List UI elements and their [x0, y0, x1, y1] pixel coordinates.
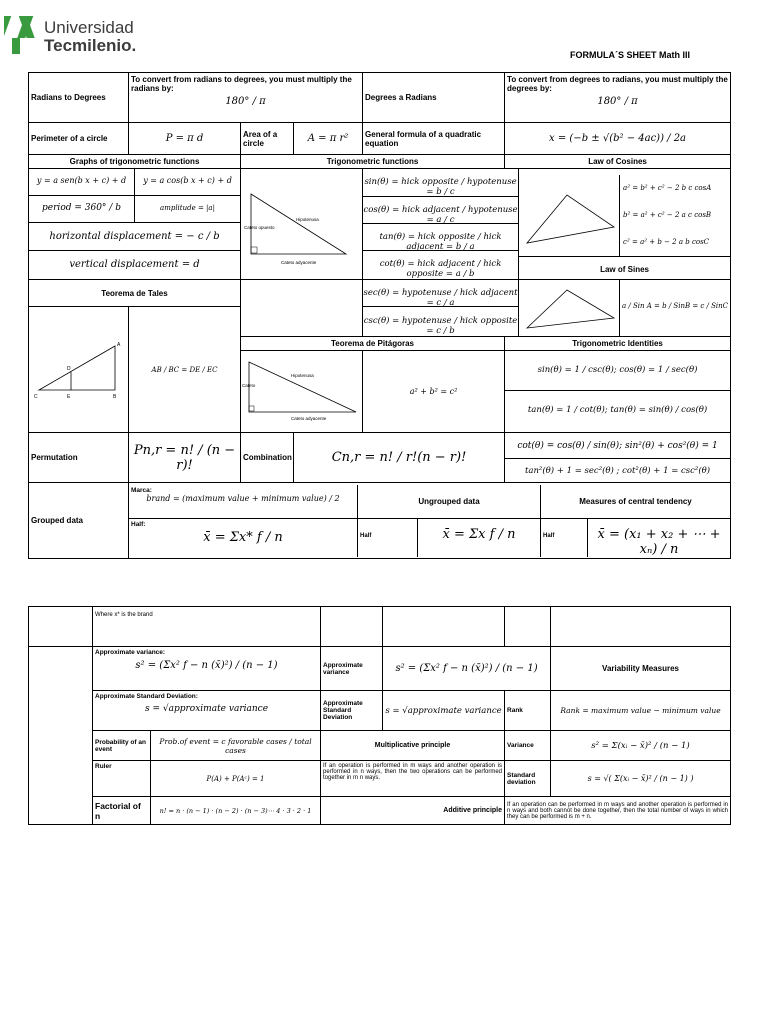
perimeter-formula: P = π d [129, 123, 241, 155]
ungrouped-label: Ungrouped data [358, 485, 540, 519]
rad-deg-formula: 180° / π [225, 96, 266, 107]
rad-deg-text: To convert from radians to degrees, you must multiply the radians by: [131, 75, 352, 93]
rad-deg-cell [129, 73, 363, 123]
tecmilenio-logo [4, 14, 154, 58]
half-label-2: Half [358, 519, 418, 557]
sines-row [519, 280, 730, 336]
rank-label: Rank [505, 691, 551, 731]
identity-2: tan(θ) = 1 / cot(θ); tan(θ) = sin(θ) / cos(θ) [527, 405, 708, 415]
tales-triangle-figure [29, 308, 127, 432]
left-empty-cell [29, 647, 93, 825]
cos-c: c² = a² + b − 2 a b cosC [623, 238, 710, 246]
additive-label: Additive principle [321, 797, 505, 825]
deg-rad-label: Degrees a Radians [363, 73, 505, 123]
graph-row-1 [29, 169, 240, 196]
right-triangle-figure [241, 169, 361, 279]
factorial-formula: n! = n · (n − 1) · (n − 2) · (n − 3)⋯ 4 · 3 · 2 · 1 [151, 797, 321, 825]
deg-rad-cell [505, 73, 731, 123]
quadratic-formula: x = (−b ± √(b² − 4ac)) / 2a [505, 123, 731, 155]
subtitle-text: Math III [659, 50, 691, 60]
ruler-formula: P(A) + P(Aᶜ) = 1 [151, 761, 321, 797]
quadratic-label: General formula of a quadratic equation [363, 123, 505, 155]
sd-label: Standard deviation [505, 761, 551, 797]
sines-cell [519, 280, 731, 337]
empty-cell-c [505, 607, 551, 647]
ungrouped-box [358, 485, 541, 557]
cosines-row [519, 175, 730, 257]
where-empty-cell [29, 607, 93, 647]
combination-label: Combination [241, 433, 294, 483]
graphs-cell [29, 169, 241, 280]
amplitude: amplitude = |a| [160, 204, 215, 212]
approx-sd-formula: s = √approximate variance [144, 704, 269, 714]
graph-row-2 [29, 196, 240, 223]
grouped-label: Grouped data [29, 483, 129, 559]
sd-formula: s = √( Σ(xᵢ − x̄)² / (n − 1) ) [551, 761, 731, 797]
tri-opposite-label: Cateto opuesto [244, 225, 275, 230]
pitagoras-formula: a² + b² = c² [363, 351, 505, 433]
cos-a: a² = b² + c² − 2 b c cosA [623, 184, 712, 192]
rank-formula: Rank = maximum value − minimum value [551, 691, 731, 731]
approx-var-formula: s² = (Σx² f − n (x̄)²) / (n − 1) [135, 660, 278, 671]
trig-functions-cell [363, 169, 519, 280]
cosines-title: Law of Cosines [505, 155, 731, 169]
identities-title: Trigonometric Identities [505, 337, 731, 351]
pitagoras-title: Teorema de Pitágoras [241, 337, 505, 351]
area-formula: A = π r² [294, 123, 363, 155]
cosines-cell [519, 169, 731, 280]
tri-hyp-label: Hipotenusa [296, 217, 319, 222]
svg-text:C: C [34, 393, 38, 400]
empty-cell-a [321, 607, 383, 647]
permutation-formula: Pn,r = n! / (n − r)! [129, 433, 241, 483]
central-row [541, 519, 730, 557]
sines-title: Law of Sines [600, 264, 649, 274]
cot-formula: cot(θ) = hick adjacent / hick opposite = a / b [379, 259, 502, 279]
ungrouped-mean: x̄ = Σx f / n [442, 526, 516, 542]
half-label-3: Half [541, 519, 588, 557]
sines-triangle-figure [519, 280, 619, 336]
tales-figure-cell [29, 307, 129, 433]
empty-cell-b [383, 607, 505, 647]
logo-icon [4, 14, 42, 54]
approx-sd-label: Approximate Standard Deviation: [95, 693, 198, 700]
identities-cell [505, 351, 731, 433]
sec-formula: sec(θ) = hypotenuse / hick adjacent = c / a [363, 280, 518, 307]
variability-title: Variability Measures [551, 647, 731, 691]
combination-formula: Cn,r = n! / r!(n − r)! [294, 433, 505, 483]
approx-var-cell [93, 647, 321, 691]
oblique-triangle-figure [519, 175, 619, 257]
approx-sd-formula-2: s = √approximate variance [383, 691, 505, 731]
variance-formula: s² = Σ(xᵢ − x̄)² / (n − 1) [551, 731, 731, 761]
grouped-mean: x̄ = Σx* f / n [203, 529, 283, 545]
grouped-row [129, 485, 730, 557]
grouped-half-box [129, 519, 357, 557]
deg-rad-text: To convert from degrees to radians, you must multiply the degrees by: [507, 75, 728, 93]
empty-cell-d [551, 607, 731, 647]
ruler-label: Ruler [93, 761, 151, 797]
area-label: Area of a circle [241, 123, 294, 155]
svg-text:D: D [67, 365, 71, 372]
title-text: FORMULA´S SHEET [570, 50, 657, 60]
vertical-displacement: vertical displacement = d [69, 259, 200, 270]
trig-title: Trigonometric functions [241, 155, 505, 169]
deg-rad-formula: 180° / π [597, 96, 638, 107]
logo-line-1: Universidad [44, 18, 134, 37]
marca-label: Marca: [131, 486, 152, 494]
tan-formula: tan(θ) = hick opposite / hick adjacent = b / a [363, 224, 518, 251]
pitagoras-figure-cell [241, 351, 363, 433]
formula-table-2 [28, 606, 731, 825]
tales-formula: AB / BC = DE / EC [129, 307, 241, 433]
approx-sd-label-2: Approximate Standard Deviation [321, 691, 383, 731]
sec-csc-cell [363, 280, 519, 337]
grouped-brand-half [129, 485, 358, 557]
half-label: Half: [131, 520, 146, 528]
central-label: Measures of central tendency [541, 485, 730, 519]
factorial-label: Factorial of n [93, 797, 151, 825]
svg-text:Hipotenusa: Hipotenusa [291, 372, 314, 378]
prob-formula: Prob.of event = c favorable cases / total cases [151, 731, 321, 761]
period: period = 360° / b [29, 196, 135, 222]
ungrouped-row [358, 519, 540, 557]
variance-label: Variance [505, 731, 551, 761]
trig-triangle-cell [241, 169, 363, 280]
identity-3: cot(θ) = cos(θ) / sin(θ); sin²(θ) + cos²(θ) = 1 [505, 433, 731, 459]
cos-b: b² = a² + c² − 2 a c cosB [623, 211, 712, 219]
approx-var-label: Approximate variance: [95, 649, 166, 656]
central-mean: x̄ = (x₁ + x₂ + ⋯ + xₙ) / n [597, 526, 721, 557]
cos-formula: cos(θ) = hick adjacent / hypotenuse = a / c [363, 197, 518, 224]
grouped-cell [129, 483, 731, 559]
svg-text:Cateto adyacente: Cateto adyacente [291, 415, 327, 421]
pitagoras-triangle-figure [241, 352, 361, 432]
svg-text:B: B [113, 393, 117, 400]
logo-line-2: Tecmilenio. [44, 36, 137, 55]
approx-var-formula-2: s² = (Σx² f − n (x̄)²) / (n − 1) [383, 647, 551, 691]
additive-text: If an operation can be performed in m ways and another operation is performed in n ways and both cannot be done together, then the total number of ways in which they can be performed is m + n. [505, 797, 731, 825]
formula-table-1 [28, 72, 731, 559]
perimeter-label: Perimeter of a circle [29, 123, 129, 155]
where-note-cell [93, 607, 321, 647]
permutation-label: Permutation [29, 433, 129, 483]
rad-deg-label: Radians to Degrees [29, 73, 129, 123]
svg-text:E: E [67, 393, 71, 400]
graph-sin: y = a sen(b x + c) + d [29, 169, 135, 195]
graph-cos: y = a cos(b x + c) + d [143, 176, 232, 185]
brand-box [129, 485, 357, 519]
graphs-title: Graphs of trigonometric functions [29, 155, 241, 169]
approx-var-label-2: Approximate variance [321, 647, 383, 691]
svg-text:A: A [117, 341, 121, 348]
brand-formula: brand = (maximum value + minimum value) / 2 [146, 493, 340, 503]
approx-sd-cell [93, 691, 321, 731]
csc-formula: csc(θ) = hypotenuse / hick opposite = c / b [363, 316, 518, 336]
central-box [541, 485, 730, 557]
sheet-title [570, 50, 690, 60]
mult-text: If an operation is performed in m ways and another operation is performed in n ways, then the two operations can be performed together in m n ways. [321, 761, 505, 797]
sin-formula: sin(θ) = hick opposite / hypotenuse = b / c [363, 169, 518, 197]
sines-formula: a / Sin A = b / SinB = c / SinC [619, 280, 730, 336]
identity-1: sin(θ) = 1 / csc(θ); cos(θ) = 1 / sec(θ) [505, 351, 730, 391]
mult-label: Multiplicative principle [321, 731, 505, 761]
tri-adjacent-label: Cateto adyacente [281, 260, 317, 265]
cosines-formulas [619, 175, 730, 256]
svg-text:Cateto: Cateto [242, 382, 256, 388]
prob-label: Probability of an event [93, 731, 151, 761]
where-note: Where x* is the brand [95, 612, 153, 618]
identity-4: tan²(θ) + 1 = sec²(θ) ; cot²(θ) + 1 = csc²(θ) [505, 459, 731, 483]
tales-title: Teorema de Tales [29, 280, 241, 307]
horizontal-displacement: horizontal displacement = − c / b [29, 223, 240, 251]
empty-triangle-cell [241, 280, 363, 337]
